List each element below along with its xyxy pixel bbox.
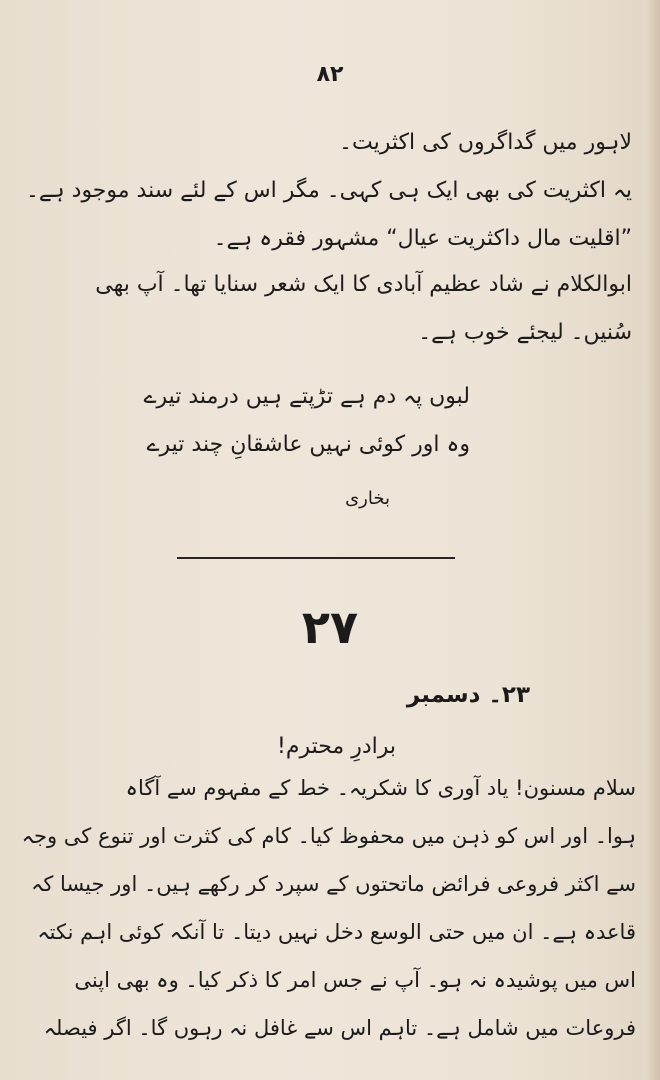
text-line: یہ اکثریت کی بھی ایک ہی کہی۔ مگر اس کے لئے سند موجود ہے۔ [25, 178, 632, 203]
text-line: لاہور میں گداگروں کی اکثریت۔ [339, 130, 632, 155]
text-line: ”اقلیت مال داکثریت عیال“ مشہور فقرہ ہے۔ [213, 226, 632, 251]
text-line: قاعدہ ہے۔ ان میں حتی الوسع دخل نہیں دیتا۔ تا آنکہ کوئی اہم نکتہ [37, 920, 636, 944]
verse-line: وہ اور کوئی نہیں عاشقانِ چند تیرے [146, 432, 470, 457]
verse-line: لبوں پہ دم ہے تڑپتے ہیں درمند تیرے [143, 384, 470, 409]
text-line: سُنیں۔ لیجئے خوب ہے۔ [418, 320, 632, 345]
text-line: سلام مسنون! یاد آوری کا شکریہ۔ خط کے مفہوم سے آگاہ [125, 776, 636, 800]
letter-date: ۲۳۔ دسمبر [406, 682, 530, 708]
text-line: فروعات میں شامل ہے۔ تاہم اس سے غافل نہ رہوں گا۔ اگر فیصلہ [43, 1016, 636, 1040]
letter-salutation: برادرِ محترم! [277, 734, 396, 759]
text-line: اس میں پوشیدہ نہ ہو۔ آپ نے جس امر کا ذکر کیا۔ وہ بھی اپنی [74, 968, 636, 992]
section-divider [177, 557, 455, 559]
text-line: سے اکثر فروعی فرائض ماتحتوں کے سپرد کر رکھے ہیں۔ اور جیسا کہ [31, 872, 636, 896]
text-line: ابوالکلام نے شاد عظیم آبادی کا ایک شعر سنایا تھا۔ آپ بھی [95, 272, 632, 297]
letter-number: ۲۷ [301, 600, 359, 654]
text-line: ہوا۔ اور اس کو ذہن میں محفوظ کیا۔ کام کی کثرت اور تنوع کی وجہ [21, 824, 636, 848]
page-number: ۸۲ [316, 62, 344, 87]
poet-signature: بخاری [345, 488, 390, 509]
